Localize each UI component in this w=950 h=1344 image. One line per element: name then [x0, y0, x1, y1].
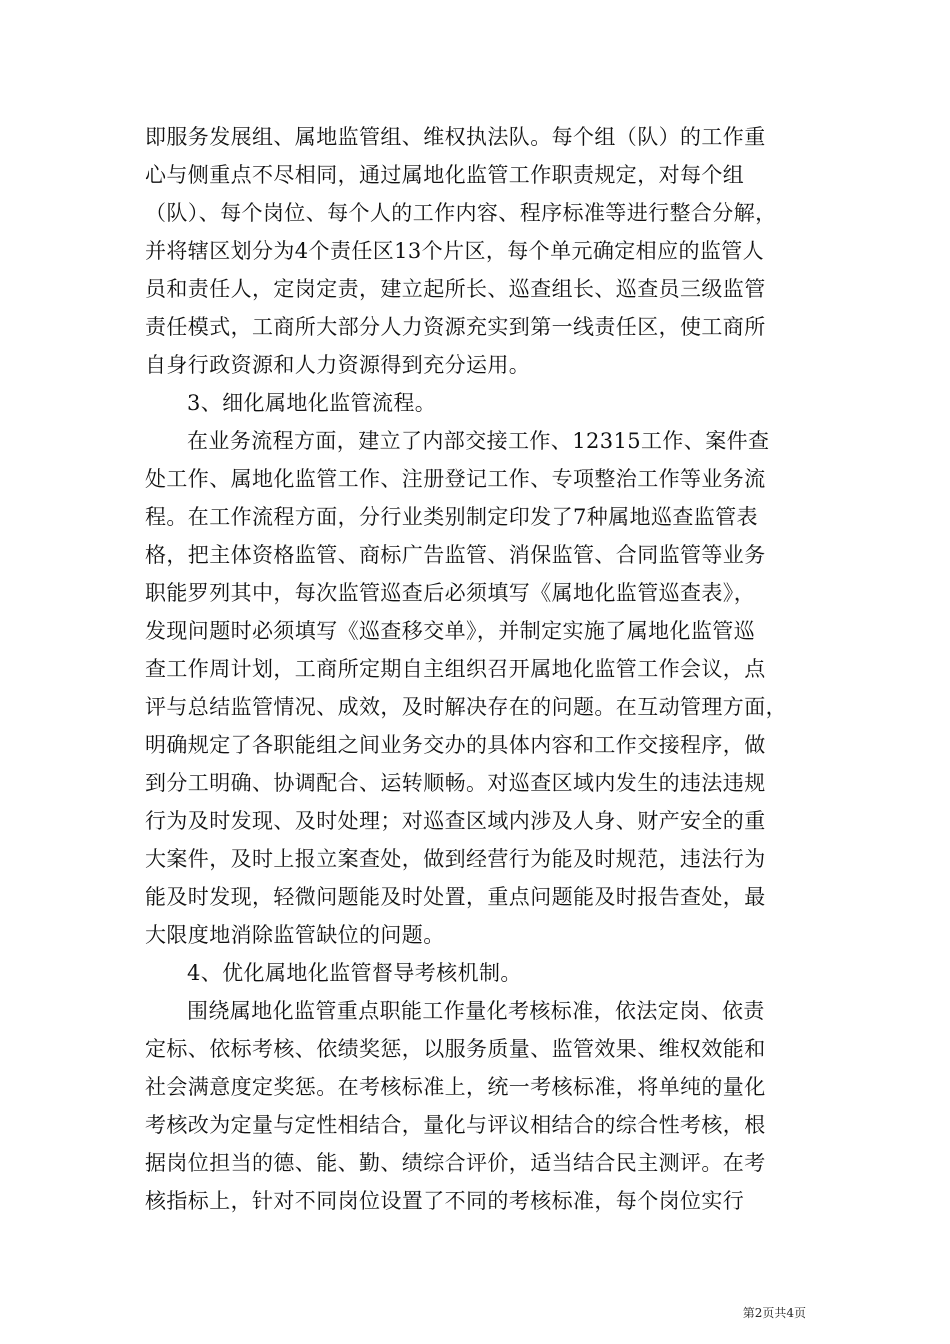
text-line: 能及时发现，轻微问题能及时处置，重点问题能及时报告查处，最	[145, 885, 766, 909]
text-line: 责任模式，工商所大部分人力资源充实到第一线责任区，使工商所	[145, 315, 766, 339]
paragraph	[145, 384, 810, 422]
text-line: 在业务流程方面，建立了内部交接工作、12315工作、案件查	[187, 429, 770, 453]
text-line: 心与侧重点不尽相同，通过属地化监管工作职责规定，对每个组	[145, 163, 745, 187]
text-line: 评与总结监管情况、成效，及时解决存在的问题。在互动管理方面，	[145, 695, 787, 719]
text-line: 社会满意度定奖惩。在考核标准上，统一考核标准，将单纯的量化	[145, 1075, 766, 1099]
text-line: 核指标上，针对不同岗位设置了不同的考核标准，每个岗位实行	[145, 1189, 745, 1213]
paragraph	[145, 992, 810, 1220]
text-line: （队）、每个岗位、每个人的工作内容、程序标准等进行整合分解，	[145, 201, 777, 225]
text-line: 查工作周计划，工商所定期自主组织召开属地化监管工作会议，点	[145, 657, 766, 681]
text-line: 发现问题时必须填写《巡查移交单》，并制定实施了属地化监管巡	[145, 619, 756, 643]
text-line: 职能罗列其中，每次监管巡查后必须填写《属地化监管巡查表》，	[145, 581, 756, 605]
text-line: 行为及时发现、及时处理；对巡查区域内涉及人身、财产安全的重	[145, 809, 766, 833]
text-line: 定标、依标考核、依绩奖惩，以服务质量、监管效果、维权效能和	[145, 1037, 766, 1061]
paragraph	[145, 118, 810, 384]
paragraph	[145, 954, 810, 992]
text-line: 到分工明确、协调配合、运转顺畅。对巡查区域内发生的违法违规	[145, 771, 766, 795]
text-line: 3、细化属地化监管流程。	[187, 391, 437, 415]
document-body	[145, 118, 810, 1220]
text-line: 并将辖区划分为4个责任区13个片区，每个单元确定相应的监管人	[145, 239, 765, 263]
text-line: 据岗位担当的德、能、勤、绩综合评价，适当结合民主测评。在考	[145, 1151, 766, 1175]
text-line: 格，把主体资格监管、商标广告监管、消保监管、合同监管等业务	[145, 543, 766, 567]
paragraph	[145, 422, 810, 954]
text-line: 处工作、属地化监管工作、注册登记工作、专项整治工作等业务流	[145, 467, 766, 491]
page-number: 第2页共4页	[742, 1306, 806, 1320]
text-line: 4、优化属地化监管督导考核机制。	[187, 961, 522, 985]
text-line: 考核改为定量与定性相结合，量化与评议相结合的综合性考核，根	[145, 1113, 766, 1137]
text-line: 大限度地消除监管缺位的问题。	[145, 923, 445, 947]
text-line: 员和责任人，定岗定责，建立起所长、巡查组长、巡查员三级监管	[145, 277, 766, 301]
text-line: 围绕属地化监管重点职能工作量化考核标准，依法定岗、依责	[187, 999, 765, 1023]
text-line: 明确规定了各职能组之间业务交办的具体内容和工作交接程序，做	[145, 733, 766, 757]
text-line: 即服务发展组、属地监管组、维权执法队。每个组（队）的工作重	[145, 125, 766, 149]
text-line: 自身行政资源和人力资源得到充分运用。	[145, 353, 531, 377]
text-line: 大案件，及时上报立案查处，做到经营行为能及时规范，违法行为	[145, 847, 766, 871]
text-line: 程。在工作流程方面，分行业类别制定印发了7种属地巡查监管表	[145, 505, 758, 529]
